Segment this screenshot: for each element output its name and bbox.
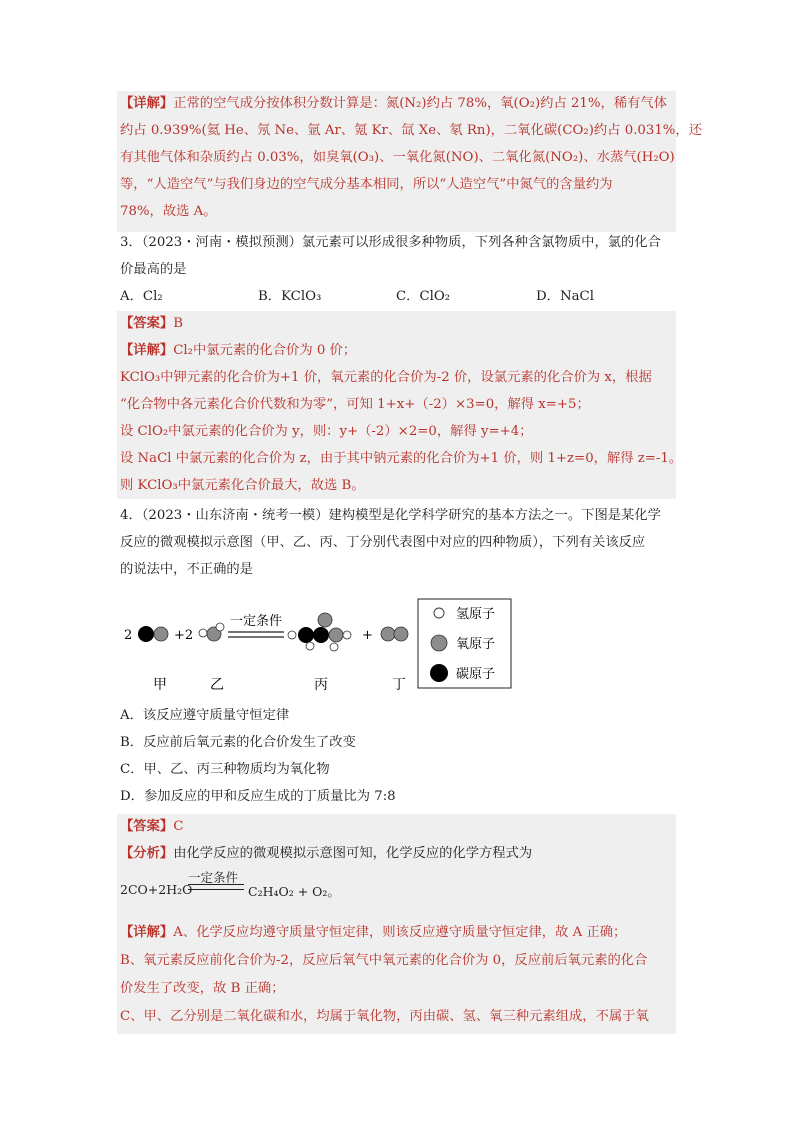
q3-option-a: A．Cl₂ [120, 289, 163, 304]
block1-line-2: 约占 0.939%(氦 He、氖 Ne、氩 Ar、氪 Kr、氙 Xe、氡 Rn)，二氧化碳(CO₂)约占 0.031%，还 [120, 123, 703, 138]
q3-detail-line-3: “化合物中各元素化合价代数和为零”，可知 1+x+（-2）×3=0，解得 x=+5； [120, 397, 590, 412]
legend-oxygen-icon [431, 635, 447, 651]
plus-coefficient-2: +2 [174, 628, 194, 643]
q4-analysis-line [120, 841, 532, 867]
acid-hydrogen-atom [288, 631, 296, 639]
block1-line-1 [120, 91, 667, 117]
detail-tag: 【详解】 [120, 925, 174, 940]
equation-left: 2CO+2H₂O [120, 882, 193, 897]
acid-oxygen-atom [329, 628, 343, 642]
q4-stem-line-1: 4．（2023・山东济南・统考一模）建构模型是化学科学研究的基本方法之一。下图是某化学 [120, 508, 661, 523]
q3-detail-line-2: KClO₃中钾元素的化合价为+1 价，氧元素的化合价为-2 价，设氯元素的化合价为 x，根据 [120, 370, 652, 385]
q3-detail-line-5: 设 NaCl 中氯元素的化合价为 z，由于其中钠元素的化合价为+1 价，则 1+z=0，解得 z=-1。 [120, 451, 683, 466]
q3-option-b: B．KClO₃ [258, 289, 322, 304]
reaction-diagram [118, 597, 518, 697]
equation-condition: 一定条件 [188, 870, 239, 885]
q3-detail-line-1 [120, 338, 356, 364]
q4-detail-line-2: B、氧元素反应前化合价为-2，反应后氧气中氧元素的化合价为 0，反应前后氧元素的化合 [120, 953, 648, 968]
equation-right: C₂H₄O₂ + O₂。 [248, 884, 340, 899]
label-jia: 甲 [153, 677, 167, 693]
q4-detail-line-1 [120, 920, 626, 946]
q3-option-c: C．ClO₂ [396, 289, 451, 304]
legend-oxygen-label: 氧原子 [456, 637, 496, 652]
co-oxygen-atom [154, 627, 168, 641]
label-yi: 乙 [210, 677, 224, 693]
equation-equals [188, 884, 244, 890]
detail-tag: 【详解】 [120, 96, 174, 111]
q4-answer: C [173, 819, 184, 834]
q3-option-d: D．NaCl [536, 289, 594, 304]
water-hydrogen-atom [216, 623, 224, 631]
q4-detail-line-4: C、甲、乙分别是二氧化碳和水，均属于氧化物，丙由碳、氢、氧三种元素组成，不属于氧 [120, 1009, 649, 1024]
q4-option-b: B．反应前后氧元素的化合价发生了改变 [120, 735, 356, 750]
legend-carbon-label: 碳原子 [456, 667, 496, 682]
q4-answer-line [120, 814, 183, 840]
reaction-condition: 一定条件 [230, 614, 283, 629]
legend-hydrogen-label: 氢原子 [456, 607, 496, 622]
co-carbon-atom [138, 626, 154, 642]
q4-option-d: D．参加反应的甲和反应生成的丁质量比为 7:8 [120, 789, 396, 804]
acid-hydrogen-atom [306, 642, 314, 650]
acid-carbon-atom [313, 627, 329, 643]
q4-option-a: A．该反应遵守质量守恒定律 [120, 708, 290, 723]
plus-sign: + [362, 628, 373, 643]
block1-text-1: 正常的空气成分按体积分数计算是：氮(N₂)约占 78%，氧(O₂)约占 21%，稀有气体 [173, 96, 668, 111]
q3-detail-line-6: 则 KClO₃中氯元素化合价最大，故选 B。 [120, 478, 365, 493]
q3-stem-line-1: 3．（2023・河南・模拟预测）氯元素可以形成很多种物质，下列各种含氯物质中，氯的化合 [120, 235, 661, 250]
coefficient-2: 2 [124, 628, 133, 643]
block1-line-4: 等，“人造空气”与我们身边的空气成分基本相同，所以“人造空气”中氮气的含量约为 [120, 177, 613, 192]
acid-hydrogen-atom [343, 631, 351, 639]
q4-detail-line-3: 价发生了改变，故 B 正确； [120, 981, 285, 996]
answer-tag: 【答案】 [120, 819, 174, 834]
o2-oxygen-atom [394, 627, 408, 641]
q4-option-c: C．甲、乙、丙三种物质均为氧化物 [120, 762, 330, 777]
acid-hydrogen-atom [330, 643, 338, 651]
answer-tag: 【答案】 [120, 316, 174, 331]
q3-answer-line [120, 311, 183, 337]
q3-stem-line-2: 价最高的是 [120, 262, 187, 277]
q4-detail-text-1: A、化学反应均遵守质量守恒定律，则该反应遵守质量守恒定律，故 A 正确； [173, 925, 627, 940]
block1-line-3: 有其他气体和杂质约占 0.03%，如臭氧(O₃)、一氧化氮(NO)、二氧化氮(NO₂)、水蒸气(H₂O) [120, 150, 675, 165]
acid-carbon-atom [298, 627, 314, 643]
q4-stem-line-3: 的说法中，不正确的是 [120, 562, 253, 577]
legend-hydrogen-icon [434, 608, 444, 618]
acid-oxygen-atom [318, 613, 332, 627]
q4-stem-line-2: 反应的微观模拟示意图（甲、乙、丙、丁分别代表图中对应的四种物质），下列有关该反应 [120, 535, 646, 550]
label-ding: 丁 [392, 677, 406, 693]
q3-answer: B [173, 316, 183, 331]
q3-detail-line-4: 设 ClO₂中氯元素的化合价为 y，则：y+（-2）×2=0，解得 y=+4； [120, 424, 533, 439]
block1-line-5: 78%，故选 A。 [120, 204, 217, 219]
q4-analysis-text: 由化学反应的微观模拟示意图可知，化学反应的化学方程式为 [173, 846, 533, 861]
q3-detail-text-1: Cl₂中氯元素的化合价为 0 价； [173, 343, 357, 358]
analysis-tag: 【分析】 [120, 846, 174, 861]
label-bing: 丙 [314, 677, 328, 693]
detail-tag: 【详解】 [120, 343, 174, 358]
water-hydrogen-atom [199, 629, 207, 637]
legend-carbon-icon [430, 664, 448, 682]
o2-oxygen-atom [381, 627, 395, 641]
